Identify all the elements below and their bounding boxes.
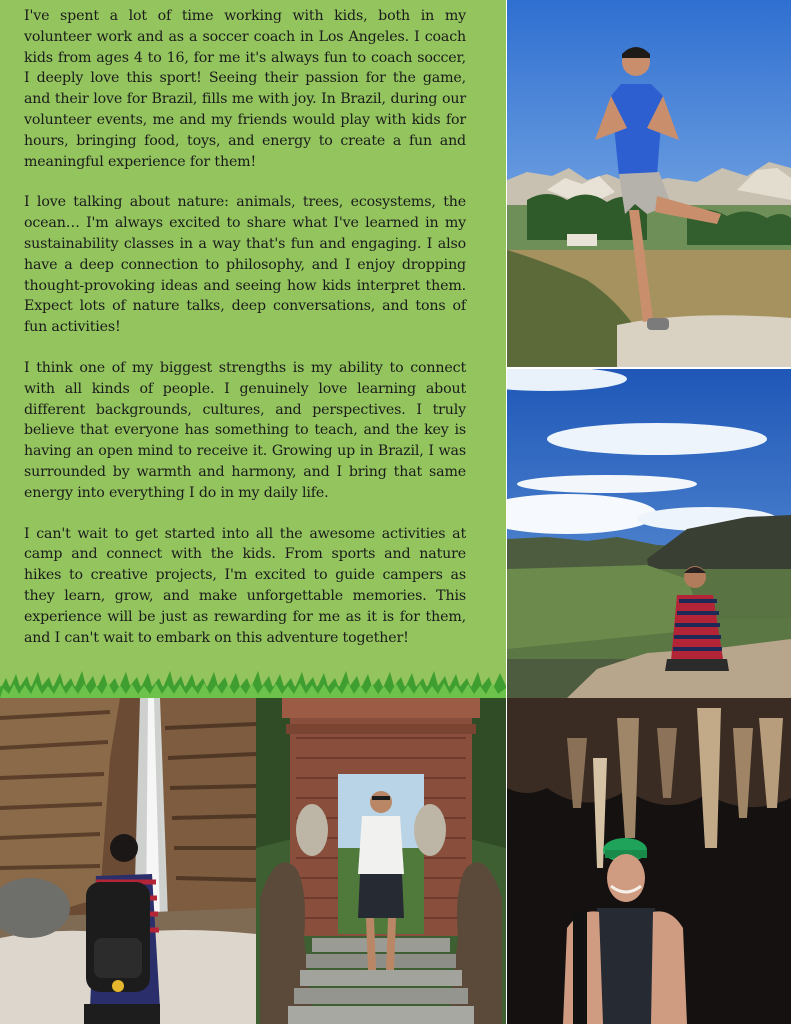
photo-temple-gate [256,698,506,1024]
photo-cave [507,698,791,1024]
paragraph-nature: I love talking about nature: animals, trees, ecosystems, the ocean… I'm always excited to share what I've learned in my sustainability classes in a way that's fun and engaging. I also have a deep connection to philosophy, and I enjoy dropping thought-provoking ideas and seeing how kids interpret them. Expect lots of nature talks, deep conversations, and tons of fun activities! [24,194,466,336]
text-panel [0,0,506,698]
text-body [24,6,466,648]
photo-waterfall [0,698,256,1024]
paragraph-camp: I can't wait to get started into all the awesome activities at camp and connect with the kids. From sports and nature hikes to creative projects, I'm excited to guide campers as they learn, grow, and make unforgettable memories. This experience will be just as rewarding for me as it is for them, and I can't wait to embark on this adventure together! [24,525,466,646]
photo-yoga-pose [507,0,791,367]
paragraph-kids: I've spent a lot of time working with kids, both in my volunteer work and as a soccer coach in Los Angeles. I coach kids from ages 4 to 16, for me it's always fun to coach soccer, I deeply love this sport! Seeing their passion for the game, and their love for Brazil, fills me with joy. In Brazil, during our volunteer events, me and my friends would play with kids for hours, bringing food, toys, and energy to create a fun and meaningful experience for them! [24,8,466,170]
grass-border [0,664,506,698]
photo-cliff-overlook [507,369,791,698]
paragraph-strengths: I think one of my biggest strengths is my ability to connect with all kinds of people. I genuinely love learning about different backgrounds, cultures, and perspectives. I truly believe that everyone has something to teach, and the key is having an open mind to receive it. Growing up in Brazil, I was surrounded by warmth and harmony, and I bring that same energy into everything I do in my daily life. [24,359,466,501]
